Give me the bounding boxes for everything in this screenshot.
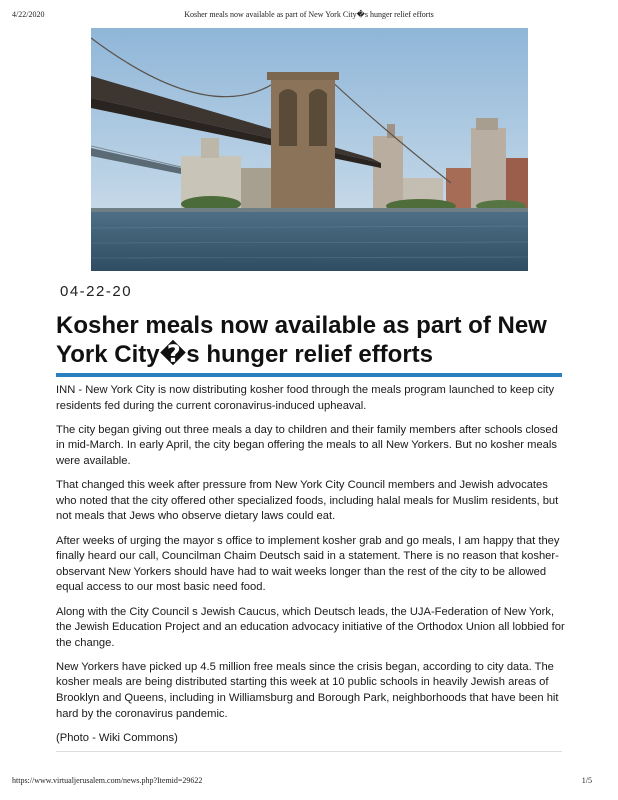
brooklyn-bridge-photo	[91, 28, 528, 271]
paragraph: INN - New York City is now distributing kosher food through the meals program launched to keep city residents fed during the current coronavirus-induced upheaval.	[56, 384, 555, 412]
print-title: Kosher meals now available as part of New York City�s hunger relief efforts	[184, 10, 434, 19]
photo-credit: (Photo - Wiki Commons)	[56, 731, 178, 744]
paragraph: Along with the City Council s Jewish Caucus, which Deutsch leads, the UJA-Federation of New York, the Jewish Education Project and an education advocacy initiative of the Orthodox Union all lobbied for the change.	[56, 605, 565, 649]
paragraph: The city began giving out three meals a day to children and their family members after schools closed in mid-March. In early April, the city began offering the meals to all New Yorkers. But no kosher meals were available.	[56, 423, 558, 467]
print-url[interactable]: https://www.virtualjerusalem.com/news.php?Itemid=29622	[12, 776, 203, 785]
print-header	[0, 10, 618, 22]
paragraph: New Yorkers have picked up 4.5 million free meals since the crisis began, according to city data. The kosher meals are being distributed starting this week at 10 public schools in heavily Jewish areas of Brooklyn and Queens, including in Williamsburg and Borough Park, neighborhoods that have been hit hard by the coronavirus pandemic.	[56, 660, 559, 720]
paragraph: After weeks of urging the mayor s office to implement kosher grab and go meals, I am happy that they finally heard our call, Councilman Chaim Deutsch said in a statement. There is no reason that kosher-observant New Yorkers should have had to wait weeks longer than the rest of the city to be allowed equal access to our most basic need food.	[56, 534, 560, 594]
print-date: 4/22/2020	[12, 10, 45, 19]
footer-divider	[56, 751, 562, 752]
page-number: 1/5	[581, 776, 592, 785]
article-body	[56, 383, 568, 755]
article-photo	[91, 28, 528, 271]
title-divider	[56, 373, 562, 377]
print-footer	[0, 776, 618, 788]
article-title: Kosher meals now available as part of New York City�s hunger relief efforts	[56, 312, 547, 368]
article-date: 04-22-20	[60, 283, 133, 300]
paragraph: That changed this week after pressure from New York City Council members and Jewish advocates who noted that the city offered other specialized foods, including halal meals for Muslim residents, but not meals that Jews who observe dietary laws could eat.	[56, 479, 559, 523]
